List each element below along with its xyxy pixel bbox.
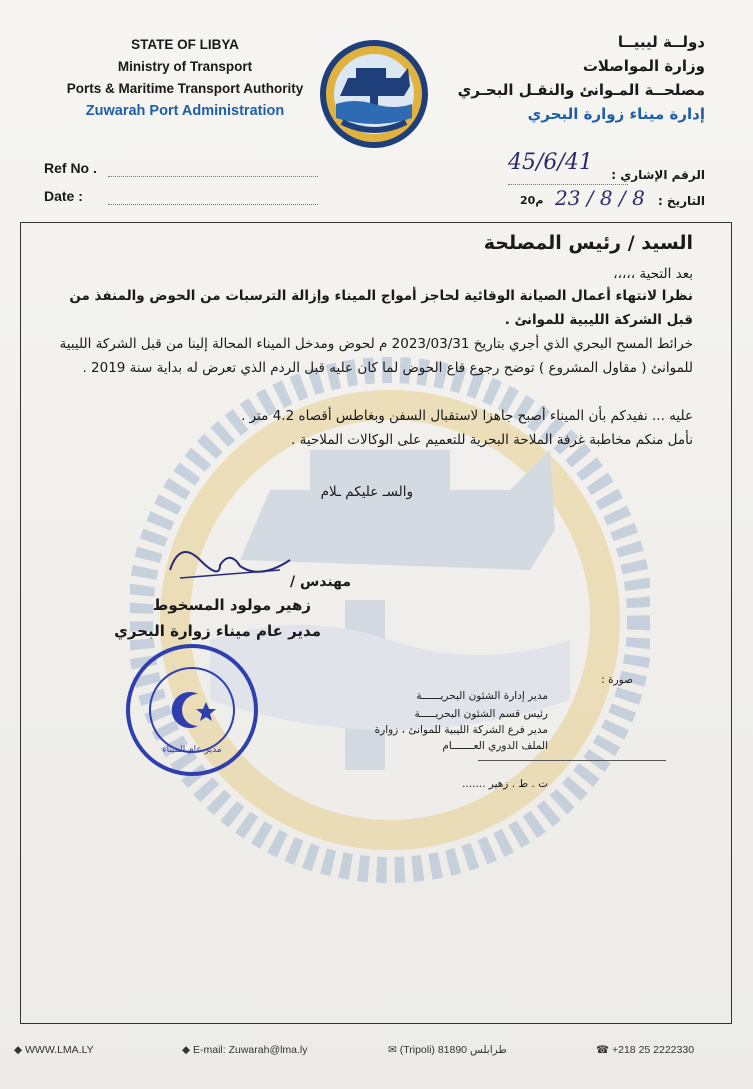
header-authority: Ports & Maritime Transport Authority (66, 81, 304, 96)
english-header (40, 34, 330, 122)
stamp-center-text: مدير عام الميناء (162, 745, 222, 755)
paragraph-1: نظرا لانتهاء أعمال الصيانة الوقائية لحاجز أمواج الميناء وإزالة الترسبات من الحوض والمنفذ من قبل الشركة الليبية للموانئ . (69, 288, 693, 328)
footer-phone (596, 1044, 694, 1056)
header-ar-authority: مصلحــة المـوانئ والنقـل البحـري (457, 81, 705, 99)
ref-label-ar: الرقم الإشاري : (611, 168, 705, 182)
website-text: WWW.LMA.LY (25, 1044, 94, 1056)
copy-item-2: رئيس قسم الشئون البحريـــــة (414, 708, 548, 720)
copy-item-4: الملف الدوري العـــــــام (442, 740, 548, 752)
footer-email (182, 1044, 308, 1056)
envelope-icon: ✉ (388, 1044, 400, 1056)
ref-value: 45/6/41 (508, 150, 593, 175)
phone-text: +218 25 2222330 (612, 1044, 695, 1056)
closing: والسـ عليكم ـلام (320, 484, 413, 500)
copy-item-1: مدير إدارة الشئون البحريــــــة (416, 690, 548, 702)
email-icon: ◆ (182, 1044, 193, 1056)
header-ar-ministry: وزارة المواصلات (582, 57, 705, 75)
copy-item-3: مدير فرع الشركة الليبية للموانئ ، زوارة (374, 724, 548, 736)
paragraph-4: نأمل منكم مخاطبة غرفة الملاحة البحرية للتعميم على الوكالات الملاحية . (291, 432, 693, 448)
official-stamp (122, 640, 262, 780)
pobox-text: (Tripoli) طرابلس 81890 (399, 1044, 507, 1056)
year-prefix: م20 (520, 194, 544, 207)
copies-initials: ت . ط . زهير ....... (462, 778, 548, 790)
pin-icon: ◆ (14, 1044, 25, 1056)
handwritten-signature (160, 530, 300, 590)
header-ministry: Ministry of Transport (117, 59, 253, 74)
header-state: STATE OF LIBYA (131, 37, 239, 52)
copies-label: صورة : (601, 674, 633, 686)
signatory-title: مهندس / (289, 574, 351, 590)
footer-pobox (388, 1044, 507, 1056)
authority-logo (318, 38, 430, 150)
signatory-position: مدير عام ميناء زوارة البحري (114, 622, 321, 640)
date-label-ar: التاريخ : (657, 194, 705, 208)
copies-divider (478, 760, 666, 761)
footer-website (14, 1044, 94, 1056)
date-label: Date : (44, 188, 83, 204)
addressee: السيد / رئيس المصلحة (483, 232, 693, 254)
header-administration: Zuwarah Port Administration (85, 103, 285, 119)
greeting: بعد التحية ،،،،، (613, 266, 693, 282)
email-text: E-mail: Zuwarah@lma.ly (193, 1044, 308, 1056)
header-ar-state: دولــة ليبيــا (617, 33, 705, 51)
date-value: 23 / 8 / 8 (555, 186, 645, 210)
signatory-name: زهير مولود المسخوط (152, 596, 311, 614)
phone-icon: ☎ (596, 1044, 612, 1056)
paragraph-2: خرائط المسح البحري الذي أجري بتاريخ 2023/03/31 م لحوض ومدخل الميناء المحالة إلينا من قبل الشركة الليبية للموانئ ( مقاول المشروع ) توضح رجوع قاع الحوض لما كان عليه قبل الردم الذي تعرض له بداية سنة 2019 . (59, 336, 693, 376)
header-ar-administration: إدارة ميناء زوارة البحري (527, 105, 705, 123)
ref-label: Ref No . (44, 160, 97, 176)
arabic-header (445, 30, 705, 126)
date-dotted-line (108, 204, 318, 205)
ref-ar-dotted-line (508, 184, 628, 185)
ref-dotted-line (108, 176, 318, 177)
paragraph-3: عليه ... نفيدكم بأن الميناء أصبح جاهزا لاستقبال السفن وبغاطس أقصاه 4.2 متر . (241, 408, 693, 424)
